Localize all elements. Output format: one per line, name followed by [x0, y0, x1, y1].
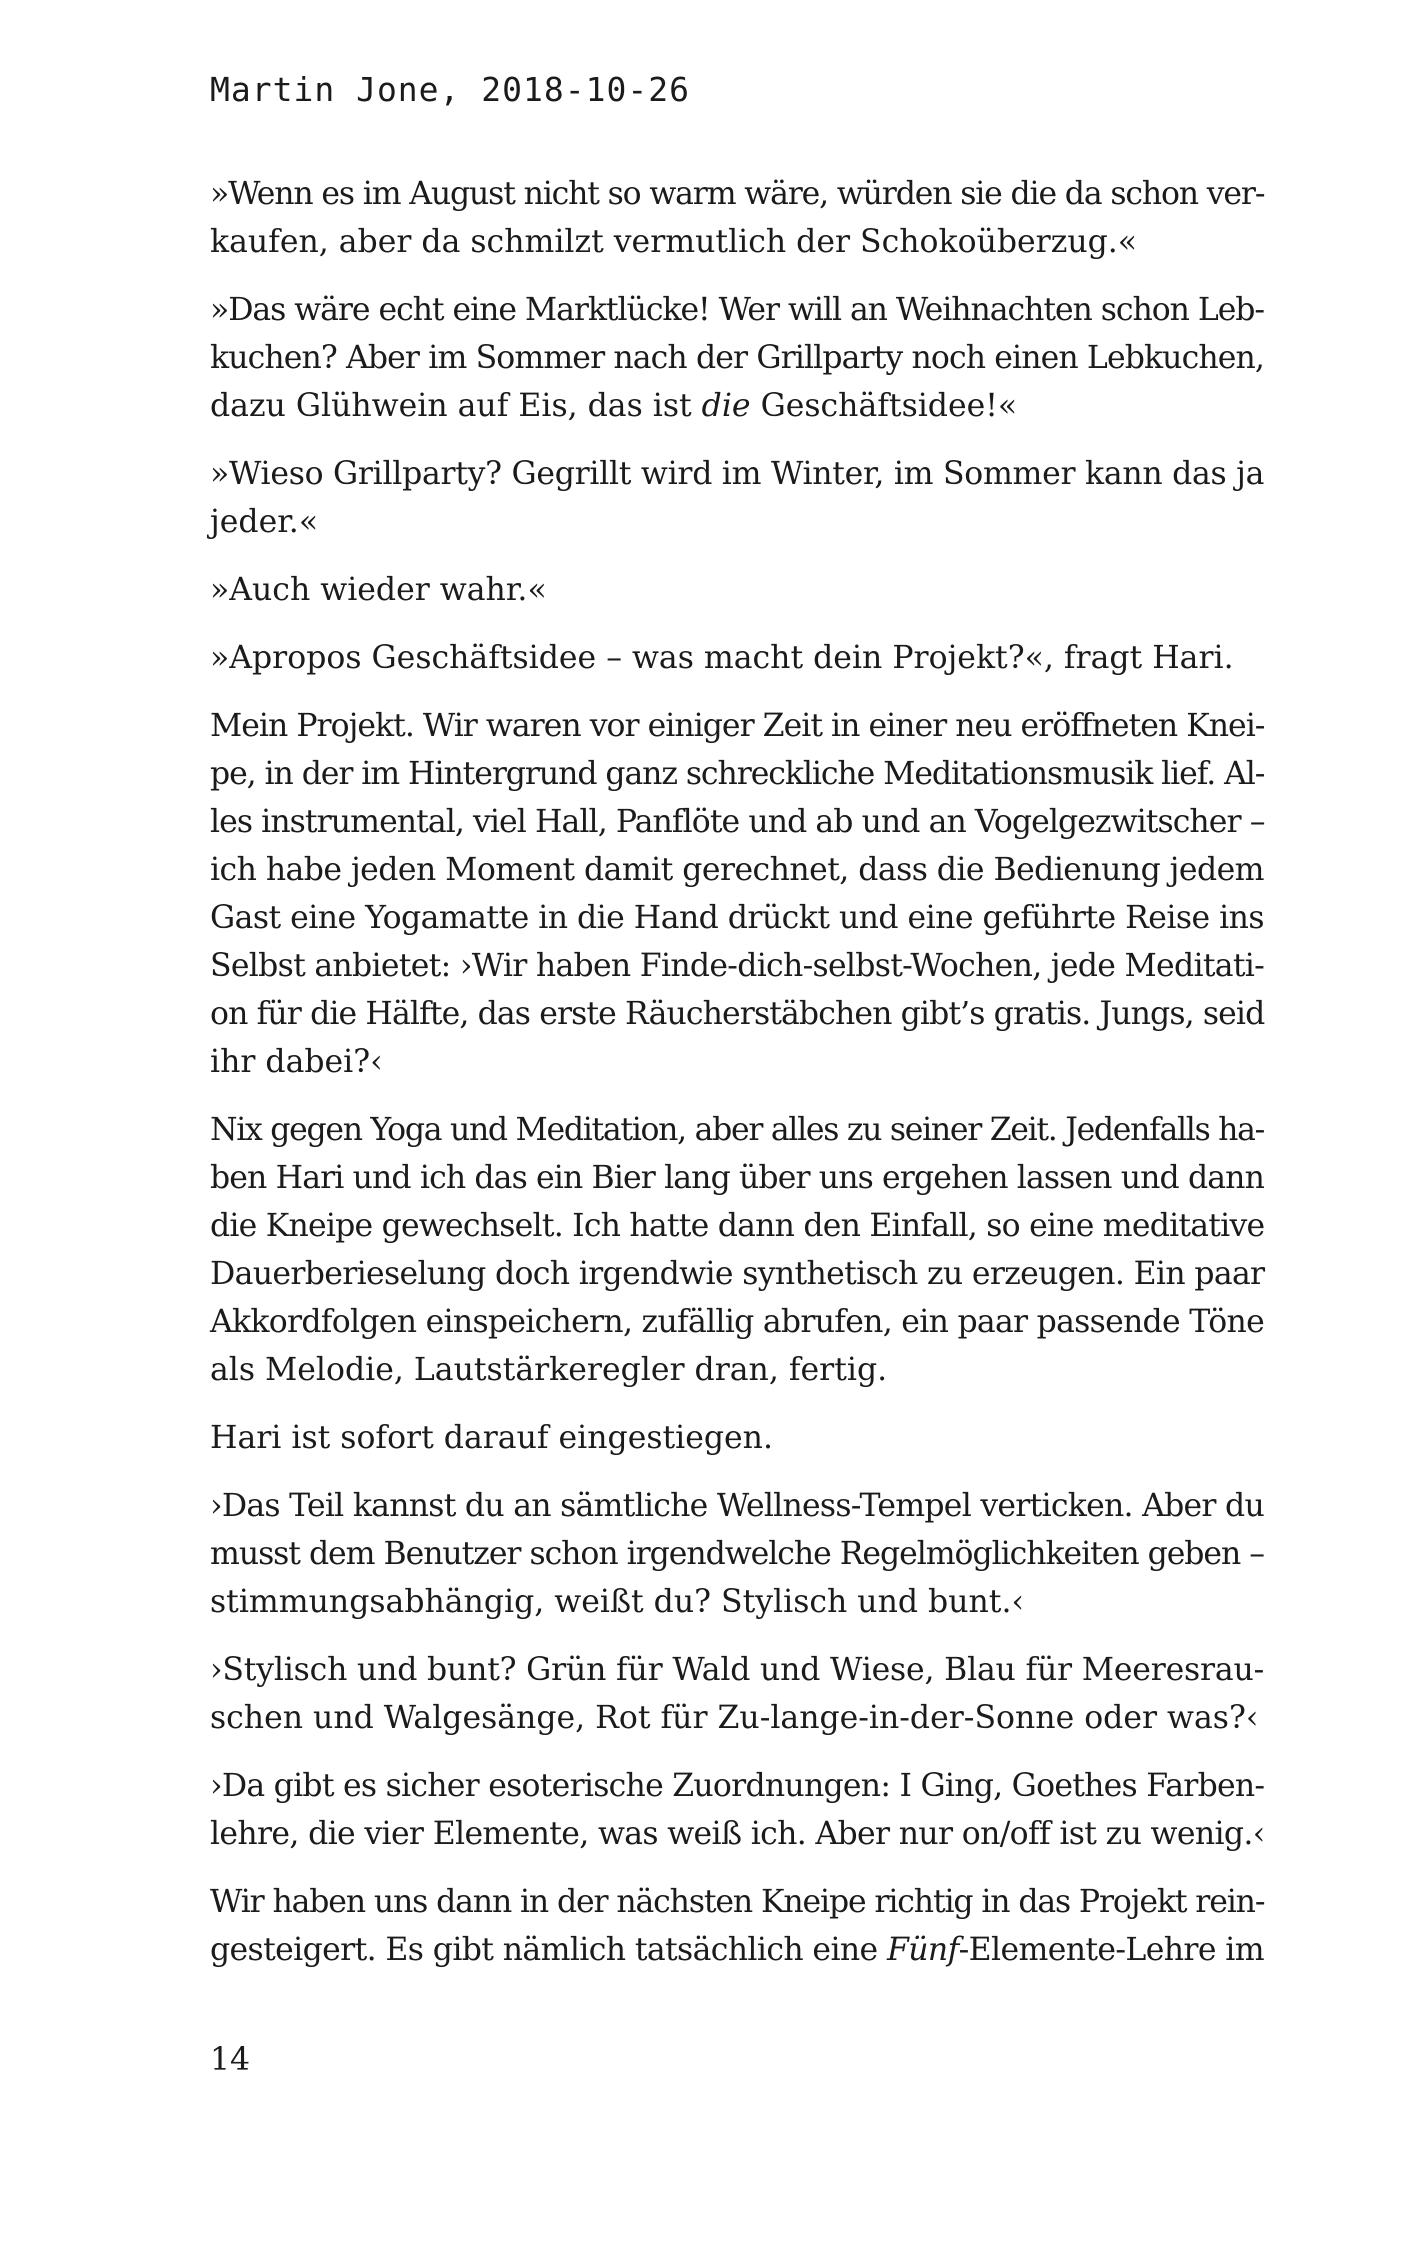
emphasis: die — [701, 388, 751, 424]
text-line: kaufen, aber da schmilzt vermutlich der Schokoüberzug.« — [210, 224, 1138, 260]
text-line: ihr dabei?‹ — [210, 1044, 383, 1080]
paragraph — [210, 1414, 1264, 1462]
paragraph — [210, 702, 1264, 1086]
text-line: schen und Walgesänge, Rot für Zu-lange-in-der-Sonne oder was?‹ — [210, 1700, 1259, 1736]
text-line: Gast eine Yogamatte in die Hand drückt und eine geführte Reise ins — [210, 900, 1264, 936]
text-line: »Wieso Grillparty? Gegrillt wird im Winter, im Sommer kann das ja — [210, 456, 1265, 492]
text-line: on für die Hälfte, das erste Räucherstäbchen gibt’s gratis. Jungs, seid — [210, 996, 1265, 1032]
text-line: Wir haben uns dann in der nächsten Kneipe richtig in das Projekt rein- — [210, 1884, 1265, 1920]
paragraph — [210, 170, 1264, 266]
text-line: als Melodie, Lautstärkeregler dran, fertig. — [210, 1352, 888, 1388]
text-line: lehre, die vier Elemente, was weiß ich. Aber nur on/off ist zu wenig.‹ — [210, 1816, 1265, 1852]
text-line: musst dem Benutzer schon irgendwelche Regelmöglichkeiten geben – — [210, 1536, 1264, 1572]
text-line: Hari ist sofort darauf eingestiegen. — [210, 1420, 773, 1456]
paragraph — [210, 1646, 1264, 1742]
text-line: »Apropos Geschäftsidee – was macht dein Projekt?«, fragt Hari. — [210, 640, 1234, 676]
text-line: ›Das Teil kannst du an sämtliche Wellness-Tempel verticken. Aber du — [210, 1488, 1264, 1524]
text-line: ›Da gibt es sicher esoterische Zuordnungen: I Ging, Goethes Farben- — [210, 1768, 1265, 1804]
text-line: les instrumental, viel Hall, Panflöte und ab und an Vogelgezwitscher – — [210, 804, 1265, 840]
paragraph — [210, 1482, 1264, 1626]
text-line: »Auch wieder wahr.« — [210, 572, 547, 608]
text-line: gesteigert. Es gibt nämlich tatsächlich eine Fünf-Elemente-Lehre im — [210, 1932, 1264, 1968]
text-line: stimmungsabhängig, weißt du? Stylisch und bunt.‹ — [210, 1584, 1025, 1620]
text-line: ich habe jeden Moment damit gerechnet, dass die Bedienung jedem — [210, 852, 1264, 888]
text-line: Akkordfolgen einspeichern, zufällig abrufen, ein paar passende Töne — [210, 1304, 1265, 1340]
paragraph — [210, 1878, 1264, 1974]
text-line: jeder.« — [210, 504, 319, 540]
text-line: dazu Glühwein auf Eis, das ist die Geschäftsidee!« — [210, 388, 1018, 424]
text-line: pe, in der im Hintergrund ganz schreckliche Meditationsmusik lief. Al- — [210, 756, 1265, 792]
emphasis: Fünf — [887, 1932, 959, 1968]
text-line: ›Stylisch und bunt? Grün für Wald und Wiese, Blau für Meeresrau- — [210, 1652, 1265, 1688]
paragraph — [210, 450, 1264, 546]
page-number: 14 — [210, 2042, 251, 2078]
text-line: Mein Projekt. Wir waren vor einiger Zeit in einer neu eröffneten Knei- — [210, 708, 1265, 744]
text-line: Selbst anbietet: ›Wir haben Finde-dich-selbst-Wochen, jede Meditati- — [210, 948, 1265, 984]
text-line: ben Hari und ich das ein Bier lang über uns ergehen lassen und dann — [210, 1160, 1264, 1196]
text-line: die Kneipe gewechselt. Ich hatte dann den Einfall, so eine meditative — [210, 1208, 1265, 1244]
running-head: Martin Jone, 2018-10-26 — [210, 70, 690, 109]
paragraph — [210, 566, 1264, 614]
paragraph — [210, 1762, 1264, 1858]
body-text — [210, 170, 1264, 1994]
paragraph — [210, 634, 1264, 682]
paragraph — [210, 286, 1264, 430]
paragraph — [210, 1106, 1264, 1394]
text-line: »Das wäre echt eine Marktlücke! Wer will an Weihnachten schon Leb- — [210, 292, 1265, 328]
text-line: Dauerberieselung doch irgendwie synthetisch zu erzeugen. Ein paar — [210, 1256, 1265, 1292]
text-line: kuchen? Aber im Sommer nach der Grillparty noch einen Lebkuchen, — [210, 340, 1264, 376]
text-line: Nix gegen Yoga und Meditation, aber alles zu seiner Zeit. Jedenfalls ha- — [210, 1112, 1264, 1148]
text-line: »Wenn es im August nicht so warm wäre, würden sie die da schon ver- — [210, 176, 1265, 212]
